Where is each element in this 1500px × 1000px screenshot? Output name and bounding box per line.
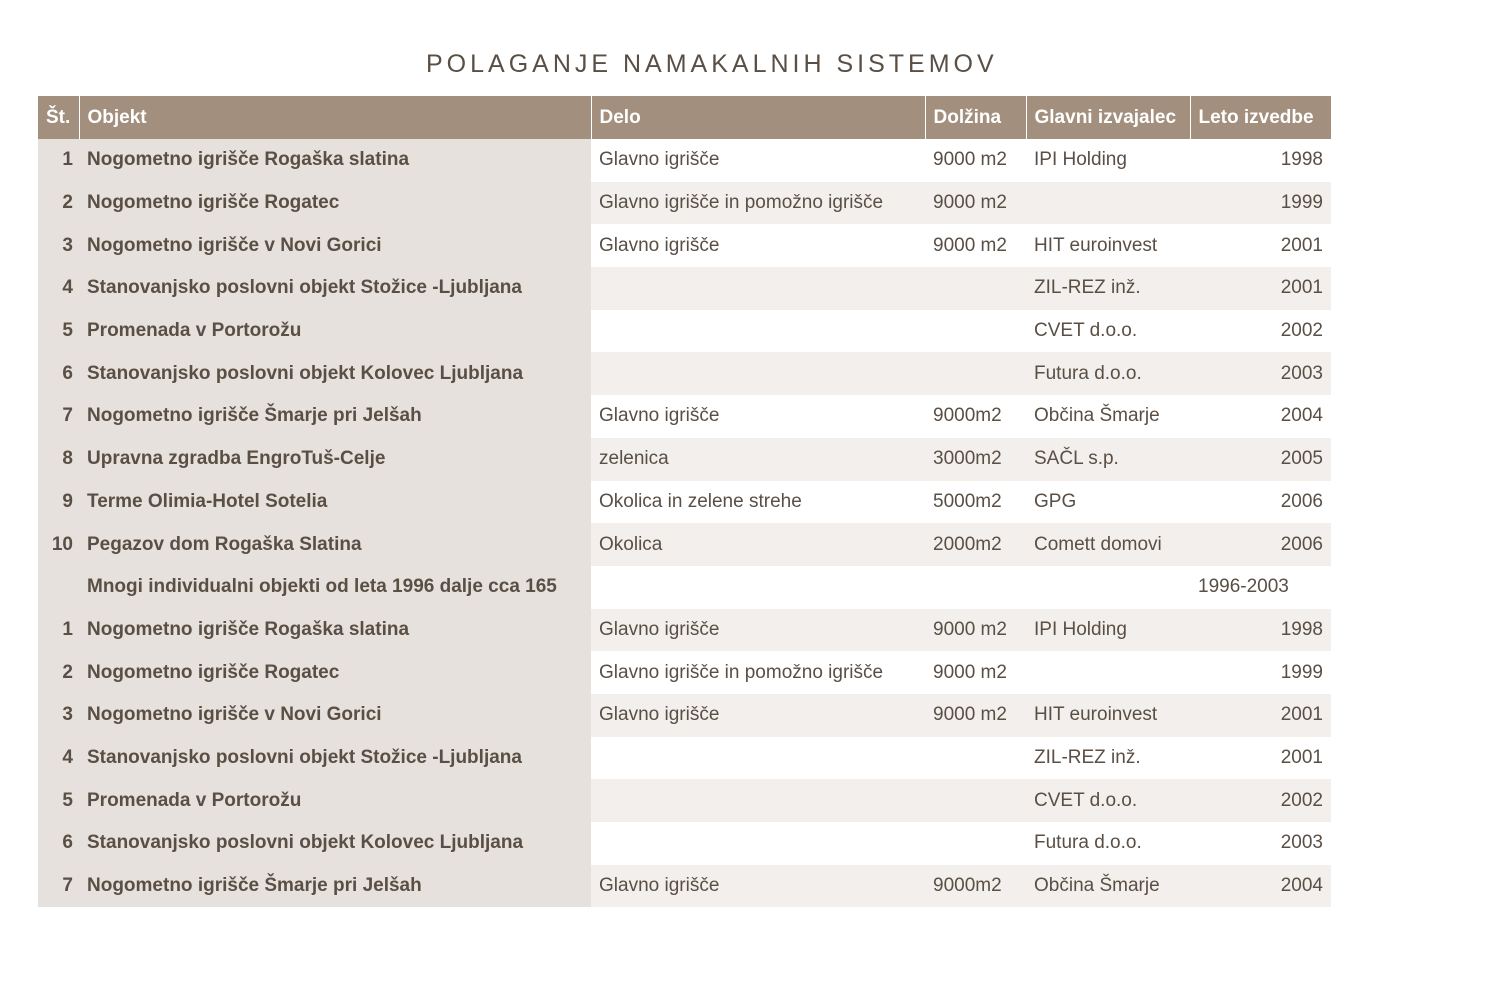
table-row bbox=[38, 865, 1331, 908]
table-row bbox=[38, 395, 1331, 438]
cell-year: 2002 bbox=[1190, 779, 1331, 822]
cell-year: 2006 bbox=[1190, 523, 1331, 566]
cell-num: 6 bbox=[38, 822, 79, 865]
cell-length bbox=[925, 352, 1026, 395]
cell-work bbox=[591, 310, 925, 353]
table-row bbox=[38, 267, 1331, 310]
cell-length: 9000 m2 bbox=[925, 182, 1026, 225]
projects-table bbox=[38, 96, 1331, 907]
cell-num: 8 bbox=[38, 438, 79, 481]
header-contractor: Glavni izvajalec bbox=[1026, 96, 1190, 139]
cell-object: Stanovanjsko poslovni objekt Kolovec Ljubljana bbox=[79, 822, 591, 865]
cell-num: 6 bbox=[38, 352, 79, 395]
cell-num bbox=[38, 566, 79, 609]
table-row bbox=[38, 139, 1331, 182]
cell-length: 9000 m2 bbox=[925, 609, 1026, 652]
table-row bbox=[38, 352, 1331, 395]
cell-num: 1 bbox=[38, 139, 79, 182]
table-row bbox=[38, 224, 1331, 267]
cell-length: 3000m2 bbox=[925, 438, 1026, 481]
cell-contractor: Comett domovi bbox=[1026, 523, 1190, 566]
cell-object: Nogometno igrišče v Novi Gorici bbox=[79, 694, 591, 737]
cell-length bbox=[925, 310, 1026, 353]
cell-num: 4 bbox=[38, 737, 79, 780]
cell-object: Nogometno igrišče Šmarje pri Jelšah bbox=[79, 865, 591, 908]
cell-contractor bbox=[1026, 182, 1190, 225]
cell-work: Okolica in zelene strehe bbox=[591, 481, 925, 524]
page-title: POLAGANJE NAMAKALNIH SISTEMOV bbox=[426, 50, 998, 78]
cell-length bbox=[925, 822, 1026, 865]
cell-num: 2 bbox=[38, 651, 79, 694]
header-length: Dolžina bbox=[925, 96, 1026, 139]
cell-num: 3 bbox=[38, 224, 79, 267]
header-object: Objekt bbox=[79, 96, 591, 139]
table-row bbox=[38, 566, 1331, 609]
cell-num: 5 bbox=[38, 779, 79, 822]
cell-contractor: HIT euroinvest bbox=[1026, 224, 1190, 267]
cell-contractor: Futura d.o.o. bbox=[1026, 352, 1190, 395]
cell-work: Glavno igrišče bbox=[591, 865, 925, 908]
cell-contractor: CVET d.o.o. bbox=[1026, 310, 1190, 353]
cell-contractor: GPG bbox=[1026, 481, 1190, 524]
cell-object: Nogometno igrišče Rogaška slatina bbox=[79, 609, 591, 652]
cell-year: 2005 bbox=[1190, 438, 1331, 481]
cell-object: Nogometno igrišče Rogaška slatina bbox=[79, 139, 591, 182]
cell-year: 2002 bbox=[1190, 310, 1331, 353]
header-year: Leto izvedbe bbox=[1190, 96, 1331, 139]
cell-object: Nogometno igrišče v Novi Gorici bbox=[79, 224, 591, 267]
cell-work: Glavno igrišče bbox=[591, 694, 925, 737]
cell-contractor: SAČL s.p. bbox=[1026, 438, 1190, 481]
cell-year: 2004 bbox=[1190, 865, 1331, 908]
cell-object: Promenada v Portorožu bbox=[79, 779, 591, 822]
cell-work bbox=[591, 352, 925, 395]
header-work: Delo bbox=[591, 96, 925, 139]
table-row bbox=[38, 481, 1331, 524]
header-num: Št. bbox=[38, 96, 79, 139]
cell-contractor: ZIL-REZ inž. bbox=[1026, 737, 1190, 780]
table-row bbox=[38, 822, 1331, 865]
cell-object: Nogometno igrišče Rogatec bbox=[79, 651, 591, 694]
cell-object: Pegazov dom Rogaška Slatina bbox=[79, 523, 591, 566]
cell-work: Glavno igrišče bbox=[591, 139, 925, 182]
cell-year: 2001 bbox=[1190, 224, 1331, 267]
table-body bbox=[38, 139, 1331, 907]
cell-num: 1 bbox=[38, 609, 79, 652]
cell-contractor: Občina Šmarje bbox=[1026, 395, 1190, 438]
table-header bbox=[38, 96, 1331, 139]
cell-length: 5000m2 bbox=[925, 481, 1026, 524]
table-row bbox=[38, 523, 1331, 566]
table-row bbox=[38, 310, 1331, 353]
cell-length: 9000m2 bbox=[925, 865, 1026, 908]
cell-work: Okolica bbox=[591, 523, 925, 566]
cell-length bbox=[925, 267, 1026, 310]
cell-year: 1998 bbox=[1190, 139, 1331, 182]
cell-year: 2003 bbox=[1190, 822, 1331, 865]
table-row bbox=[38, 182, 1331, 225]
cell-year: 2001 bbox=[1190, 737, 1331, 780]
cell-work bbox=[591, 822, 925, 865]
cell-object: Nogometno igrišče Rogatec bbox=[79, 182, 591, 225]
cell-contractor: ZIL-REZ inž. bbox=[1026, 267, 1190, 310]
cell-num: 2 bbox=[38, 182, 79, 225]
cell-object: Stanovanjsko poslovni objekt Stožice -Ljubljana bbox=[79, 737, 591, 780]
cell-work bbox=[591, 737, 925, 780]
cell-work: Glavno igrišče in pomožno igrišče bbox=[591, 182, 925, 225]
cell-year: 2001 bbox=[1190, 694, 1331, 737]
cell-length: 9000 m2 bbox=[925, 651, 1026, 694]
cell-num: 7 bbox=[38, 395, 79, 438]
cell-length bbox=[925, 779, 1026, 822]
cell-year: 1999 bbox=[1190, 651, 1331, 694]
table-row bbox=[38, 651, 1331, 694]
cell-contractor: IPI Holding bbox=[1026, 609, 1190, 652]
header-row bbox=[38, 96, 1331, 139]
cell-length bbox=[925, 566, 1026, 609]
cell-year: 1996-2003 bbox=[1190, 566, 1331, 609]
cell-year: 2004 bbox=[1190, 395, 1331, 438]
cell-contractor: Futura d.o.o. bbox=[1026, 822, 1190, 865]
cell-num: 3 bbox=[38, 694, 79, 737]
cell-length: 9000 m2 bbox=[925, 224, 1026, 267]
table-row bbox=[38, 694, 1331, 737]
table-row bbox=[38, 609, 1331, 652]
cell-contractor: CVET d.o.o. bbox=[1026, 779, 1190, 822]
cell-contractor: HIT euroinvest bbox=[1026, 694, 1190, 737]
cell-contractor bbox=[1026, 566, 1190, 609]
cell-work bbox=[591, 779, 925, 822]
cell-work: Glavno igrišče bbox=[591, 395, 925, 438]
cell-year: 2006 bbox=[1190, 481, 1331, 524]
cell-year: 1999 bbox=[1190, 182, 1331, 225]
table-row bbox=[38, 779, 1331, 822]
cell-object: Stanovanjsko poslovni objekt Stožice -Ljubljana bbox=[79, 267, 591, 310]
cell-length: 9000m2 bbox=[925, 395, 1026, 438]
cell-length bbox=[925, 737, 1026, 780]
cell-num: 9 bbox=[38, 481, 79, 524]
cell-contractor: IPI Holding bbox=[1026, 139, 1190, 182]
cell-num: 4 bbox=[38, 267, 79, 310]
cell-object: Promenada v Portorožu bbox=[79, 310, 591, 353]
table-row bbox=[38, 737, 1331, 780]
cell-object: Terme Olimia-Hotel Sotelia bbox=[79, 481, 591, 524]
cell-year: 2003 bbox=[1190, 352, 1331, 395]
cell-num: 10 bbox=[38, 523, 79, 566]
cell-object: Nogometno igrišče Šmarje pri Jelšah bbox=[79, 395, 591, 438]
cell-year: 2001 bbox=[1190, 267, 1331, 310]
cell-object: Stanovanjsko poslovni objekt Kolovec Ljubljana bbox=[79, 352, 591, 395]
cell-object: Upravna zgradba EngroTuš-Celje bbox=[79, 438, 591, 481]
cell-length: 9000 m2 bbox=[925, 694, 1026, 737]
cell-length: 2000m2 bbox=[925, 523, 1026, 566]
cell-contractor bbox=[1026, 651, 1190, 694]
cell-length: 9000 m2 bbox=[925, 139, 1026, 182]
cell-work: Glavno igrišče bbox=[591, 609, 925, 652]
cell-work: Glavno igrišče bbox=[591, 224, 925, 267]
cell-object: Mnogi individualni objekti od leta 1996 dalje cca 165 bbox=[79, 566, 591, 609]
cell-work bbox=[591, 267, 925, 310]
cell-work: Glavno igrišče in pomožno igrišče bbox=[591, 651, 925, 694]
cell-contractor: Občina Šmarje bbox=[1026, 865, 1190, 908]
cell-work: zelenica bbox=[591, 438, 925, 481]
cell-work bbox=[591, 566, 925, 609]
cell-year: 1998 bbox=[1190, 609, 1331, 652]
cell-num: 5 bbox=[38, 310, 79, 353]
table-row bbox=[38, 438, 1331, 481]
cell-num: 7 bbox=[38, 865, 79, 908]
